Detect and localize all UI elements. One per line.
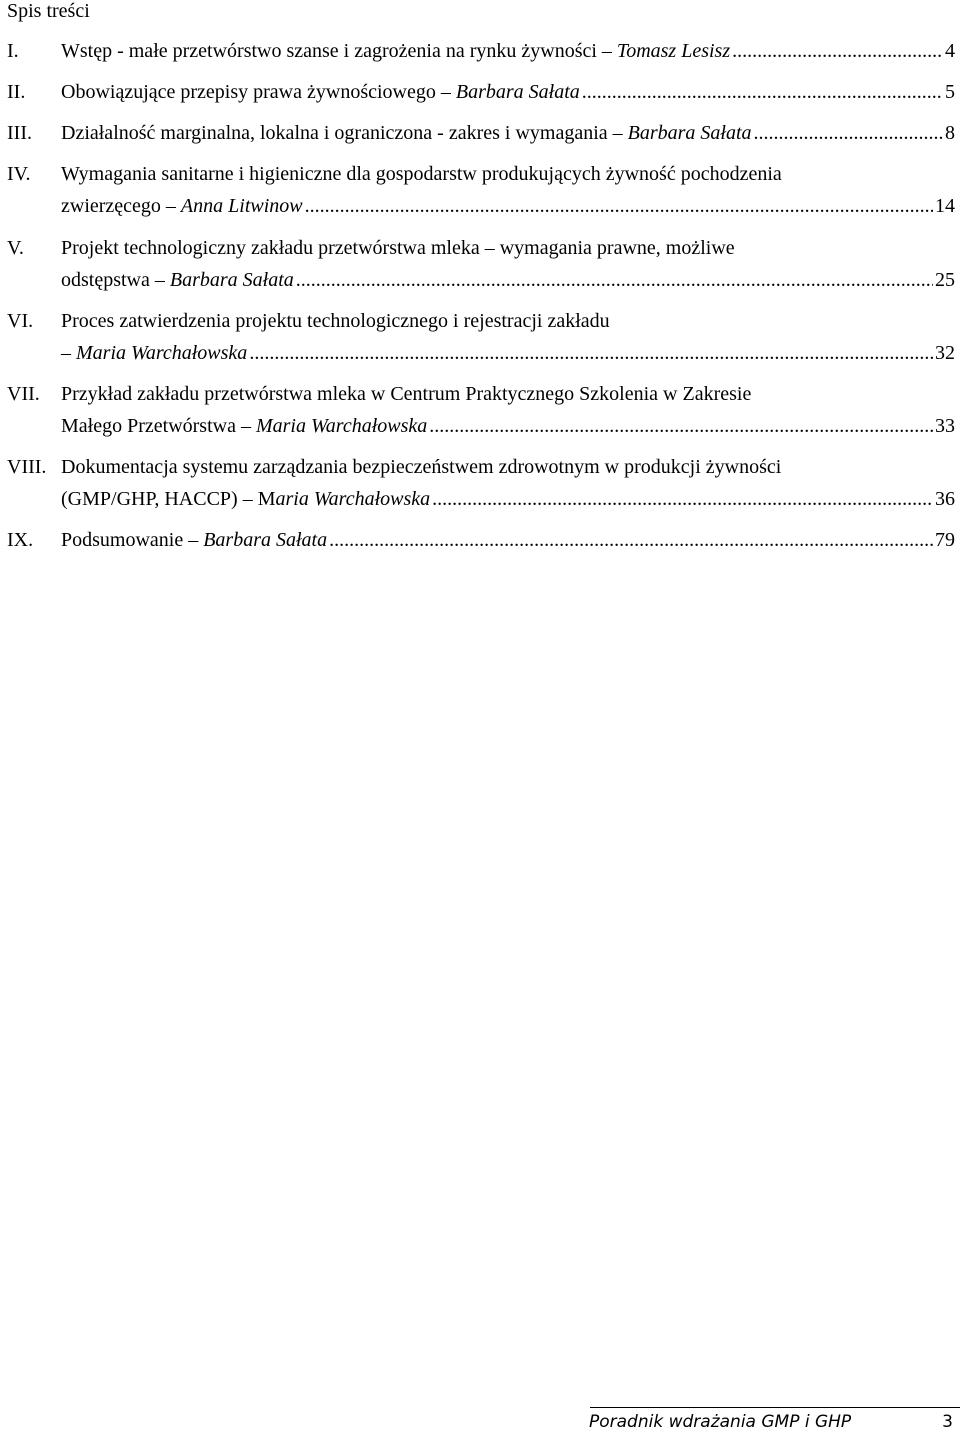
toc-entry-page: 33 bbox=[935, 415, 955, 437]
toc-entry-page: 79 bbox=[935, 529, 955, 551]
toc-entry-author: Barbara Sałata bbox=[455, 81, 580, 103]
toc-entry-number: II. bbox=[7, 81, 26, 103]
toc-entry-author: Barbara Sałata bbox=[169, 269, 294, 291]
toc-entry-title: Działalność marginalna, lokalna i ograniczona - zakres i wymagania – Barbara Sałata bbox=[61, 122, 752, 144]
dot-leader bbox=[429, 410, 933, 442]
toc-entry-title: Dokumentacja systemu zarządzania bezpieczeństwem zdrowotnym w produkcji żywności bbox=[61, 456, 782, 478]
dot-leader bbox=[582, 76, 943, 108]
toc-entry-4[interactable] bbox=[7, 158, 955, 222]
toc-entry-page: 32 bbox=[935, 342, 955, 364]
footer-divider bbox=[590, 1407, 960, 1408]
toc-entry-3[interactable] bbox=[7, 117, 955, 149]
toc-entry-author: Tomasz Lesisz bbox=[616, 40, 731, 62]
toc-entry-page: 4 bbox=[945, 40, 955, 62]
toc-entry-page: 14 bbox=[935, 195, 955, 217]
toc-entry-title: Przykład zakładu przetwórstwa mleka w Centrum Praktycznego Szkolenia w Zakresie bbox=[61, 383, 752, 405]
toc-entry-number: IX. bbox=[7, 529, 34, 551]
toc-entry-title: Podsumowanie – Barbara Sałata bbox=[61, 529, 328, 551]
toc-entry-number: V. bbox=[7, 237, 24, 259]
toc-entry-8[interactable] bbox=[7, 451, 955, 515]
toc-entry-author: Anna Litwinow bbox=[180, 195, 303, 217]
dot-leader bbox=[732, 35, 943, 67]
toc-entry-page: 36 bbox=[935, 488, 955, 510]
toc-entry-1[interactable] bbox=[7, 35, 955, 67]
toc-entry-2[interactable] bbox=[7, 76, 955, 108]
toc-entry-title-cont: (GMP/GHP, HACCP) – Maria Warchałowska bbox=[61, 488, 431, 510]
toc-entry-title-cont: – Maria Warchałowska bbox=[61, 342, 248, 364]
toc-entry-author: Maria Warchałowska bbox=[255, 415, 428, 437]
toc-entry-number: VI. bbox=[7, 310, 34, 332]
toc-entry-title: Proces zatwierdzenia projektu technologicznego i rejestracji zakładu bbox=[61, 310, 610, 332]
footer-title: Poradnik wdrażania GMP i GHP bbox=[589, 1412, 852, 1432]
toc-entry-number: VII. bbox=[7, 383, 40, 405]
table-of-contents bbox=[7, 35, 955, 556]
toc-entry-number: IV. bbox=[7, 163, 31, 185]
dot-leader bbox=[432, 483, 933, 515]
toc-entry-6[interactable] bbox=[7, 305, 955, 369]
toc-entry-title-cont: Małego Przetwórstwa – Maria Warchałowska bbox=[61, 415, 428, 437]
footer-page-number: 3 bbox=[942, 1412, 953, 1432]
dot-leader bbox=[249, 337, 933, 369]
toc-entry-title: Obowiązujące przepisy prawa żywnościowego – Barbara Sałata bbox=[61, 81, 580, 103]
dot-leader bbox=[754, 117, 943, 149]
dot-leader bbox=[305, 190, 933, 222]
toc-entry-page: 5 bbox=[945, 81, 955, 103]
toc-title: Spis treści bbox=[7, 0, 90, 22]
toc-entry-number: VIII. bbox=[7, 456, 47, 478]
toc-entry-number: I. bbox=[7, 40, 19, 62]
toc-entry-number: III. bbox=[7, 122, 32, 144]
toc-entry-7[interactable] bbox=[7, 378, 955, 442]
toc-entry-title-cont: zwierzęcego – Anna Litwinow bbox=[61, 195, 303, 217]
toc-entry-title-cont: odstępstwa – Barbara Sałata bbox=[61, 269, 294, 291]
toc-entry-title: Projekt technologiczny zakładu przetwórstwa mleka – wymagania prawne, możliwe bbox=[61, 237, 735, 259]
toc-entry-title: Wymagania sanitarne i higieniczne dla gospodarstw produkujących żywność pochodzenia bbox=[61, 163, 782, 185]
toc-entry-5[interactable] bbox=[7, 232, 955, 296]
toc-entry-author: aria Warchałowska bbox=[275, 488, 431, 510]
toc-entry-author: Barbara Sałata bbox=[203, 529, 328, 551]
dot-leader bbox=[329, 524, 933, 556]
toc-entry-page: 8 bbox=[945, 122, 955, 144]
dot-leader bbox=[296, 264, 933, 296]
toc-entry-9[interactable] bbox=[7, 524, 955, 556]
toc-entry-author: Maria Warchałowska bbox=[76, 342, 248, 364]
toc-entry-author: Barbara Sałata bbox=[627, 122, 752, 144]
toc-entry-page: 25 bbox=[935, 269, 955, 291]
toc-entry-title: Wstęp - małe przetwórstwo szanse i zagrożenia na rynku żywności – Tomasz Lesisz bbox=[61, 40, 731, 62]
